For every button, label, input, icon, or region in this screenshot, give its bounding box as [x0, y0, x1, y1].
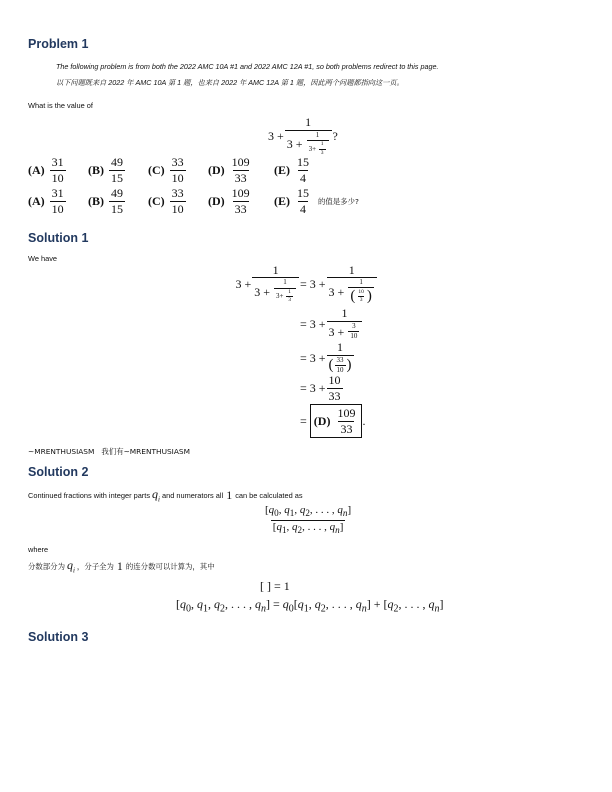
solution2-text-zh: 分数部分为 $q_i$ ，分子全为 1 的连分数可以计算为，其中: [28, 558, 215, 575]
solution2-where: where: [28, 545, 49, 554]
choice-b: (B) 49 15: [88, 155, 123, 185]
choice-e: (E) 15 4: [274, 155, 309, 185]
derivation-step-3: = 3 + 1 ( 33 10 ): [300, 340, 352, 375]
derivation-step-1: = 3 + 1 3 + 1 ( 10 3 ): [300, 266, 378, 302]
solution1-signature: ~MRENTHUSIASM 我们有~MRENTHUSIASM: [28, 447, 190, 456]
choice-b: (B) 49 15: [88, 186, 123, 216]
solution1-intro: We have: [28, 254, 58, 263]
choice-d: (D) 109 33: [208, 186, 250, 216]
problem-note-en: The following problem is from both the 2022 AMC 10A #1 and 2022 AMC 12A #1, so both problems redirect to this page.: [56, 62, 439, 71]
recurrence-formula: [$q_0$, $q_1$, $q_2$, . . . , $q_n] = q_0[q_1$, $q_2$, . . . , $q_n] + [q_2$, . . . , $q_n$]: [176, 597, 444, 615]
derivation-result: = (D) 109 33 .: [300, 404, 365, 438]
solution2-heading: Solution 2: [28, 465, 89, 479]
choice-c: (C) 33 10: [148, 186, 184, 216]
answer-choices-row-1: [28, 156, 312, 184]
problem-heading: Problem 1: [28, 37, 89, 51]
derivation-lhs: 3 + 1 3 + 1 3+ 1 3: [230, 266, 300, 302]
continued-fraction-formula: $\frac{[q_0, q_1, q_2, . . . , q_n]}{[q_1, q_2, . . . , q_n]}$: [265, 504, 352, 535]
choice-d: (D) 109 33: [208, 155, 250, 185]
recurrence-base: [ ] = 1: [260, 579, 290, 593]
choice-c: (C) 33 10: [148, 155, 184, 185]
question-suffix-zh: 的值是多少?: [318, 196, 359, 206]
derivation-step-2: = 3 + 1 3 + 3 10: [300, 306, 363, 342]
solution3-heading: Solution 3: [28, 630, 89, 644]
solution2-text: Continued fractions with integer parts $q_i$ and numerators all 1 can be calculated as: [28, 487, 303, 504]
problem-note-zh: 以下问题既来自 2022 年 AMC 10A 第 1 题，也来自 2022 年 AMC 12A 第 1 题，因此两个问题都指向这一页。: [56, 78, 404, 87]
main-expression: 3 + 1 3 + 1 3+ 1 3 ?: [268, 115, 338, 156]
choice-a: (A) 31 10: [28, 155, 64, 185]
choice-a: (A) 31 10: [28, 186, 64, 216]
boxed-answer: (D) 109 33: [310, 404, 363, 438]
choice-e: (E) 15 4: [274, 186, 309, 216]
derivation-step-4: = 3 + $\frac{10}{33}$: [300, 372, 341, 403]
problem-question: What is the value of: [28, 101, 93, 110]
solution1-heading: Solution 1: [28, 231, 89, 245]
answer-choices-row-2: [28, 187, 359, 215]
